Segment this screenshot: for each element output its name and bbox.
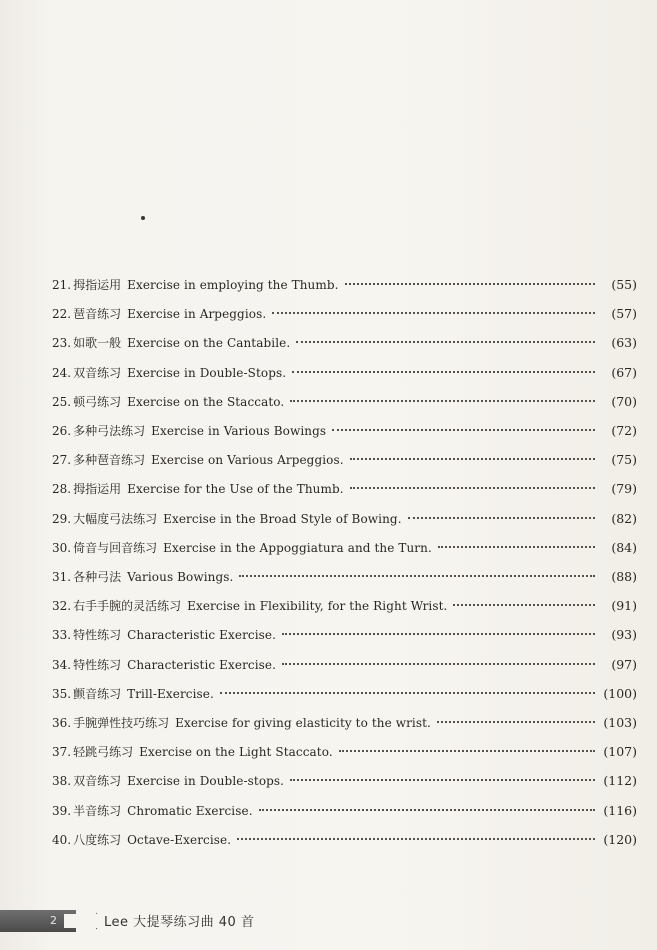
toc-leader-dots: [282, 621, 595, 635]
toc-entry-chinese-title: 颤音练习: [73, 686, 122, 701]
toc-entry-number: 37.: [52, 745, 72, 760]
toc-entry-number: 27.: [52, 453, 72, 468]
toc-entry-page: (103): [603, 715, 637, 730]
toc-entry-english-title: Exercise in Various Bowings: [151, 424, 327, 438]
toc-entry-number: 31.: [52, 570, 72, 584]
toc-entry-english-title: Exercise on the Light Staccato.: [139, 745, 333, 760]
toc-entry-page: (72): [611, 423, 637, 438]
toc-leader-dots: [339, 738, 595, 752]
toc-entry: [52, 304, 637, 326]
toc-entry-page: (112): [603, 773, 637, 789]
toc-entry-page: (75): [611, 452, 637, 468]
toc-entry-number: 22.: [52, 307, 72, 322]
toc-entry-number: 32.: [52, 599, 72, 614]
toc-leader-dots: [350, 475, 595, 489]
toc-entry-page: (70): [611, 393, 637, 409]
toc-entry-chinese-title: 手腕弹性技巧练习: [73, 716, 170, 730]
toc-entry-chinese-title: 多种琶音练习: [73, 453, 146, 468]
toc-entry-chinese-title: 顿弓练习: [73, 394, 122, 409]
toc-entry: [52, 509, 637, 531]
toc-entry-number: 40.: [52, 832, 72, 847]
toc-leader-dots: [259, 797, 595, 811]
toc-entry: [52, 363, 637, 385]
toc-entry-page: (63): [611, 335, 637, 351]
toc-entry-english-title: Octave-Exercise.: [127, 832, 232, 847]
toc-entry-chinese-title: 拇指运用: [73, 278, 122, 292]
toc-entry-page: (55): [611, 277, 637, 292]
toc-entry-number: 24.: [52, 365, 72, 380]
toc-leader-dots: [345, 271, 595, 285]
page-footer: [0, 898, 657, 950]
toc-entry: [52, 450, 637, 472]
footer-cross-ornament-bar: [64, 914, 108, 928]
toc-entry-english-title: Exercise in Double-stops.: [127, 774, 285, 789]
toc-leader-dots: [350, 446, 595, 460]
toc-entry: [52, 684, 637, 706]
toc-leader-dots: [292, 359, 595, 373]
toc-entry-number: 34.: [52, 657, 72, 672]
toc-entry-chinese-title: 特性练习: [73, 628, 122, 643]
toc-entry-chinese-title: 多种弓法练习: [73, 424, 146, 438]
toc-entry-page: (120): [603, 831, 637, 847]
toc-entry: [52, 801, 637, 823]
toc-entry-chinese-title: 特性练习: [73, 657, 122, 672]
toc-entry: [52, 538, 637, 560]
toc-entry-chinese-title: 如歌一般: [73, 336, 122, 351]
toc-entry-english-title: Characteristic Exercise.: [127, 628, 277, 643]
toc-entry-page: (67): [611, 364, 637, 380]
toc-entry-english-title: Exercise for giving elasticity to the wrist.: [175, 716, 431, 730]
toc-entry-number: 35.: [52, 686, 72, 701]
toc-entry-page: (97): [611, 656, 637, 672]
toc-entry: [52, 567, 637, 589]
toc-entry-number: 33.: [52, 628, 72, 643]
toc-entry: [52, 625, 637, 647]
toc-entry-chinese-title: 八度练习: [73, 832, 122, 847]
toc-entry-english-title: Exercise for the Use of the Thumb.: [127, 482, 344, 497]
toc-leader-dots: [453, 592, 595, 606]
toc-entry-english-title: Exercise on the Cantabile.: [127, 336, 291, 351]
toc-entry: [52, 333, 637, 355]
toc-leader-dots: [290, 388, 595, 402]
toc-entry-english-title: Exercise on the Staccato.: [127, 394, 285, 409]
toc-entry-page: (116): [603, 802, 637, 818]
toc-leader-dots: [296, 329, 595, 343]
toc-leader-dots: [332, 417, 595, 431]
toc-entry-number: 29.: [52, 511, 72, 526]
toc-entry-page: (82): [611, 510, 637, 526]
toc-entry: [52, 830, 637, 852]
toc-entry: [52, 742, 637, 764]
toc-entry-number: 26.: [52, 424, 72, 438]
toc-entry-page: (79): [611, 481, 637, 497]
toc-entry-page: (88): [611, 569, 637, 584]
toc-entry-english-title: Chromatic Exercise.: [127, 803, 253, 818]
toc-entry-english-title: Exercise in Double-Stops.: [127, 365, 287, 380]
toc-leader-dots: [220, 680, 595, 694]
book-title: Lee 大提琴练习曲 40 首: [104, 915, 255, 930]
toc-entry-english-title: Exercise in the Appoggiatura and the Turn.: [163, 540, 432, 555]
toc-entry-english-title: Exercise in Flexibility, for the Right Wrist.: [187, 599, 448, 614]
toc-leader-dots: [272, 300, 595, 314]
toc-entry-chinese-title: 琶音练习: [73, 307, 122, 322]
toc-entry-number: 28.: [52, 482, 72, 497]
toc-entry-chinese-title: 大幅度弓法练习: [73, 511, 158, 526]
toc-entry: [52, 713, 637, 735]
toc-leader-dots: [237, 826, 595, 840]
toc-entry-page: (107): [603, 744, 637, 760]
toc-leader-dots: [239, 563, 595, 577]
toc-entry-chinese-title: 双音练习: [73, 774, 122, 789]
toc-entry: [52, 596, 637, 618]
toc-leader-dots: [437, 709, 595, 723]
toc-entry-page: (84): [611, 539, 637, 555]
toc-entry: [52, 275, 637, 297]
toc-leader-dots: [408, 505, 595, 519]
toc-leader-dots: [290, 767, 595, 781]
toc-entry-english-title: Exercise in employing the Thumb.: [127, 278, 339, 292]
toc-entry-english-title: Characteristic Exercise.: [127, 657, 277, 672]
toc-entry-number: 39.: [52, 803, 72, 818]
toc-entry-number: 21.: [52, 278, 72, 292]
toc-entry: [52, 771, 637, 793]
toc-entry-number: 38.: [52, 774, 72, 789]
toc-entry-chinese-title: 右手手腕的灵活练习: [73, 599, 182, 614]
toc-entry-chinese-title: 双音练习: [73, 365, 122, 380]
toc-entry-chinese-title: 各种弓法: [73, 570, 122, 584]
toc-entry-chinese-title: 倚音与回音练习: [73, 540, 158, 555]
toc-leader-dots: [282, 651, 595, 665]
toc-entry: [52, 655, 637, 677]
toc-entry-chinese-title: 轻跳弓练习: [73, 745, 134, 760]
toc-entry: [52, 421, 637, 443]
toc-entry-english-title: Exercise on Various Arpeggios.: [151, 453, 344, 468]
toc-entry-page: (91): [611, 598, 637, 614]
toc-leader-dots: [438, 534, 595, 548]
toc-entry-english-title: Trill-Exercise.: [127, 686, 214, 701]
toc-entry-page: (57): [611, 306, 637, 322]
ink-speck: [141, 216, 145, 220]
toc-entry-number: 25.: [52, 394, 72, 409]
toc-entry-english-title: Exercise in Arpeggios.: [127, 307, 267, 322]
toc-entry-number: 36.: [52, 716, 72, 730]
toc-entry-page: (93): [611, 627, 637, 643]
page-number: 2: [50, 914, 57, 927]
toc-entry-english-title: Various Bowings.: [127, 570, 234, 584]
toc-entry-english-title: Exercise in the Broad Style of Bowing.: [163, 511, 402, 526]
toc-entry-number: 23.: [52, 336, 72, 351]
toc-entry-page: (100): [603, 685, 637, 701]
toc-entry-number: 30.: [52, 540, 72, 555]
toc-entry-chinese-title: 拇指运用: [73, 482, 122, 497]
toc-entry: [52, 479, 637, 501]
toc-entry-chinese-title: 半音练习: [73, 803, 122, 818]
toc-entry: [52, 392, 637, 414]
